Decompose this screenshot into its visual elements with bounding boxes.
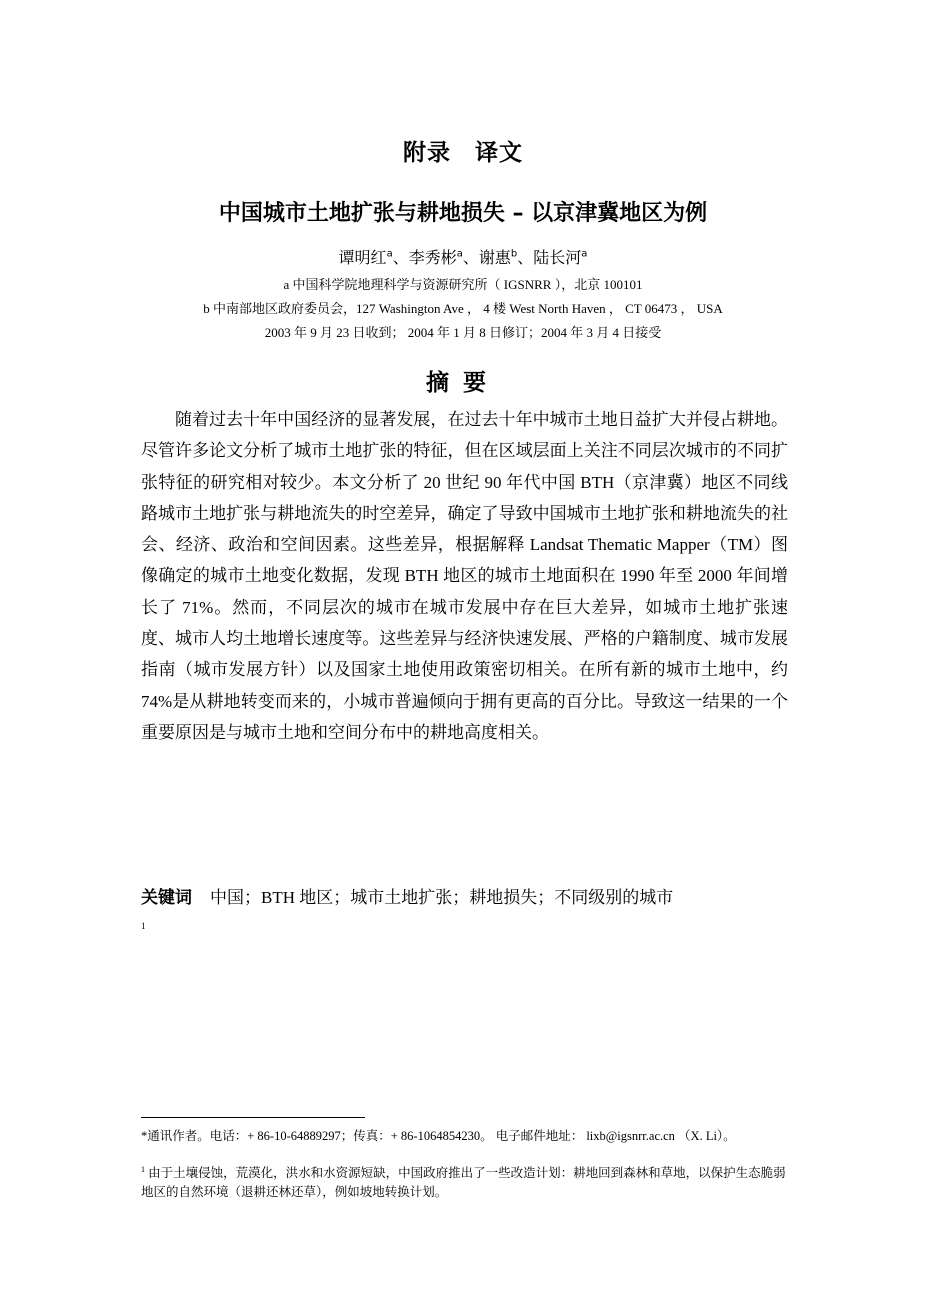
keywords-label: 关键词 [141, 888, 192, 908]
author-name: 谭明红 [338, 248, 387, 267]
author-affiliation-mark: a [581, 248, 588, 260]
author-separator: 、 [517, 248, 534, 267]
footnote-correspondence: *通讯作者。电话：+ 86-10-64889297；传真：+ 86-1064854230。 电子邮件地址： lixb@igsnrr.ac.cn （X. Li）。 [141, 1129, 736, 1143]
author-name: 陆长河 [533, 248, 582, 267]
author-name: 谢惠 [478, 248, 511, 267]
author-name: 李秀彬 [408, 248, 457, 267]
affiliation-a: a 中国科学院地理科学与资源研究所（ IGSNRR ），北京 100101 [283, 277, 643, 292]
author-affiliation-mark: b [510, 248, 518, 260]
footnote-text: 由于土壤侵蚀，荒漠化，洪水和水资源短缺，中国政府推出了一些改造计划：耕地回到森林和草地，以保护生态脆弱地区的自然环境（退耕还林还草），例如坡地转换计划。 [141, 1166, 786, 1200]
affiliation-b: b 中南部地区政府委员会，127 Washington Ave ， 4 楼 West North Haven ， CT 06473 ， USA [203, 301, 723, 316]
footnote-number: 1 [141, 1165, 145, 1174]
paper-title: 中国城市土地扩张与耕地损失 – 以京津冀地区为例 [218, 201, 708, 226]
footnote-policy [141, 1160, 787, 1202]
author-affiliation-mark: a [456, 248, 463, 260]
keywords-text: 中国；BTH 地区；城市土地扩张；耕地损失；不同级别的城市 [210, 888, 674, 907]
author-list [0, 245, 926, 268]
abstract-heading: 摘要 [426, 370, 500, 396]
keywords-line [141, 883, 673, 908]
appendix-title: 附录 译文 [403, 140, 523, 166]
author-separator: 、 [392, 248, 409, 267]
author-affiliation-mark: a [386, 248, 393, 260]
submission-dates: 2003 年 9 月 23 日收到； 2004 年 1 月 8 日修订；2004 年 3 月 4 日接受 [264, 325, 662, 340]
footnote-marker: 1 [141, 921, 146, 931]
abstract-body: 随着过去十年中国经济的显著发展，在过去十年中城市土地日益扩大并侵占耕地。尽管许多论文分析了城市土地扩张的特征，但在区域层面上关注不同层次城市的不同扩张特征的研究相对较少。本文分析了 20 世纪 90 年代中国 BTH（京津冀）地区不同线路城市土地扩张与耕地流失的时空差异，确定了导致中国城市土地扩张和耕地流失的社会、经济、政治和空间因素。这些差异，根据解释 Landsat Thematic Mapper（TM）图像确定的城市土地变化数据，发现 BTH 地区的城市土地面积在 1990 年至 2000 年间增长了 71%。然而，不同层次的城市在城市发展中存在巨大差异，如城市土地扩张速度、城市人均土地增长速度等。这些差异与经济快速发展、严格的户籍制度、城市发展指南（城市发展方针）以及国家土地使用政策密切相关。在所有新的城市土地中，约 74%是从耕地转变而来的，小城市普遍倾向于拥有更高的百分比。导致这一结果的一个重要原因是与城市土地和空间分布中的耕地高度相关。 [141, 410, 788, 742]
author-separator: 、 [462, 248, 479, 267]
footnote-divider [141, 1117, 365, 1118]
